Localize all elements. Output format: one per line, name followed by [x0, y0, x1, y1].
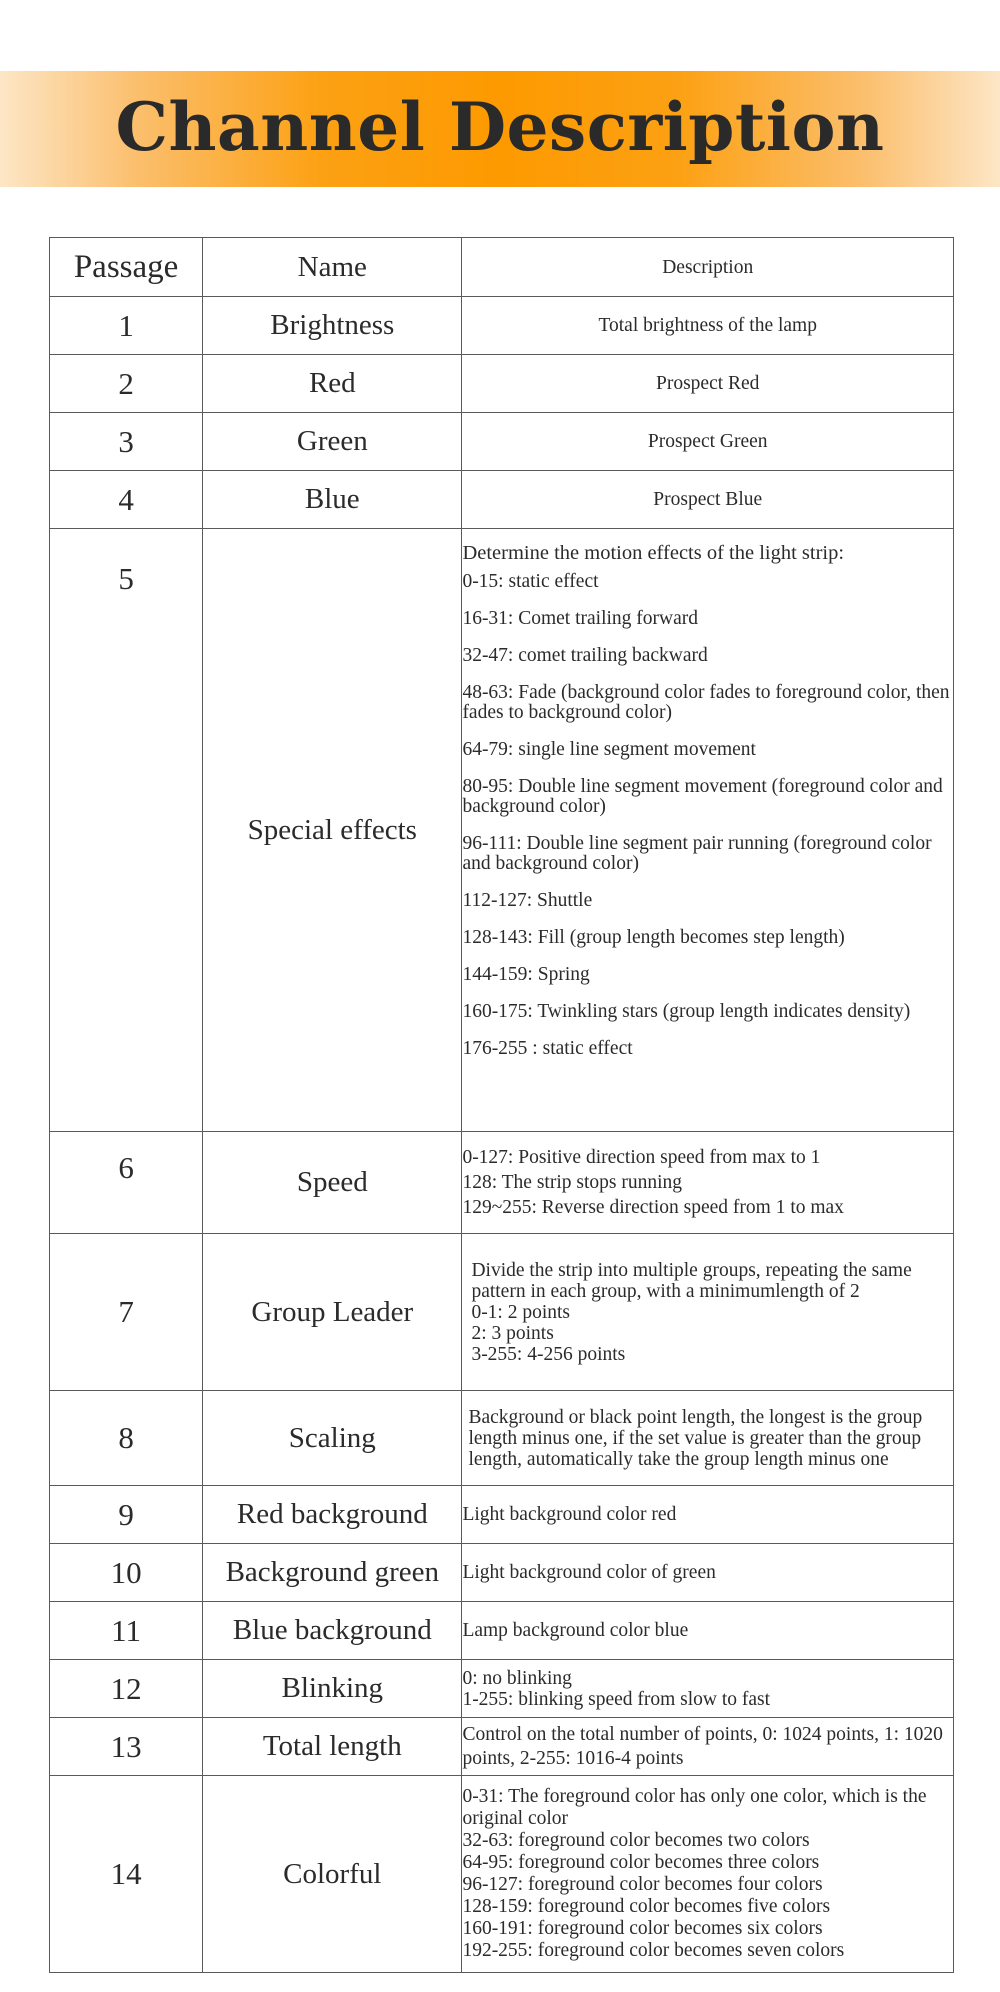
- effects-item: 112-127: Shuttle: [462, 890, 593, 911]
- channel-description: Prospect Blue: [462, 471, 954, 529]
- passage-number: 11: [50, 1602, 203, 1660]
- channel-description: Background or black point length, the longest is the group length minus one, if the set value is greater than the group length, automatically take the group length minus one: [462, 1391, 954, 1486]
- passage-number: 1: [50, 297, 203, 355]
- table-header-row: [50, 238, 954, 297]
- effects-item: 32-47: comet trailing backward: [462, 645, 708, 666]
- channel-name: Green: [203, 413, 462, 471]
- channel-name: Special effects: [203, 529, 462, 1132]
- effects-item: 16-31: Comet trailing forward: [462, 608, 699, 629]
- effects-item: 176-255 : static effect: [462, 1038, 633, 1059]
- channel-description: Total brightness of the lamp: [462, 297, 954, 355]
- description-line: 0: no blinking: [462, 1667, 572, 1689]
- channel-description: [462, 1132, 954, 1234]
- passage-number: 4: [50, 471, 203, 529]
- table-row: [50, 1234, 954, 1391]
- header-description: Description: [462, 238, 954, 297]
- description-line: 2: 3 points: [471, 1322, 554, 1344]
- table-row: [50, 1718, 954, 1776]
- table-row: [50, 1776, 954, 1973]
- channel-name: Red background: [203, 1486, 462, 1544]
- table-row: [50, 1486, 954, 1544]
- passage-number: 3: [50, 413, 203, 471]
- table-row: [50, 1132, 954, 1234]
- effects-item: 48-63: Fade (background color fades to foreground color, then fades to background color): [462, 682, 950, 723]
- table-row: [50, 471, 954, 529]
- passage-number: 9: [50, 1486, 203, 1544]
- channel-name: Background green: [203, 1544, 462, 1602]
- table-row: [50, 1544, 954, 1602]
- description-line: 128: The strip stops running: [462, 1172, 682, 1193]
- table-row: [50, 355, 954, 413]
- channel-description: Lamp background color blue: [462, 1602, 954, 1660]
- passage-number: 13: [50, 1718, 203, 1776]
- effects-item: 128-143: Fill (group length becomes step length): [462, 927, 845, 948]
- channel-description: Light background color of green: [462, 1544, 954, 1602]
- channel-name: Colorful: [203, 1776, 462, 1973]
- channel-name: Blinking: [203, 1660, 462, 1718]
- passage-number: 10: [50, 1544, 203, 1602]
- channel-name: Blue: [203, 471, 462, 529]
- description-line: 64-95: foreground color becomes three colors: [462, 1852, 820, 1873]
- header-passage: Passage: [50, 238, 203, 297]
- passage-number: 2: [50, 355, 203, 413]
- description-line: Divide the strip into multiple groups, repeating the same pattern in each group, with a minimumlength of 2: [471, 1259, 912, 1302]
- channel-description: [462, 529, 954, 1132]
- effects-item: 80-95: Double line segment movement (foreground color and background color): [462, 776, 943, 817]
- channel-description: Control on the total number of points, 0: 1024 points, 1: 1020 points, 2-255: 1016-4 points: [462, 1718, 954, 1776]
- channel-name: Blue background: [203, 1602, 462, 1660]
- table-row: [50, 297, 954, 355]
- title-banner: [0, 71, 1000, 187]
- description-line: 160-191: foreground color becomes six colors: [462, 1918, 823, 1939]
- page-title: Channel Description: [115, 88, 885, 166]
- description-line: 0-1: 2 points: [471, 1301, 571, 1323]
- effects-item: 0-15: static effect: [462, 571, 599, 592]
- description-line: 32-63: foreground color becomes two colors: [462, 1830, 810, 1851]
- channel-name: Group Leader: [203, 1234, 462, 1391]
- description-line: 129~255: Reverse direction speed from 1 to max: [462, 1197, 844, 1218]
- table-row: [50, 1602, 954, 1660]
- channel-description: Prospect Green: [462, 413, 954, 471]
- channel-description: [462, 1234, 954, 1391]
- passage-number: 6: [50, 1132, 203, 1234]
- table-row: [50, 1660, 954, 1718]
- channel-name: Scaling: [203, 1391, 462, 1486]
- description-line: 1-255: blinking speed from slow to fast: [462, 1688, 771, 1710]
- table-row: [50, 1391, 954, 1486]
- effects-item: 160-175: Twinkling stars (group length indicates density): [462, 1001, 911, 1022]
- passage-number: 8: [50, 1391, 203, 1486]
- channel-description: [462, 1660, 954, 1718]
- passage-number: 14: [50, 1776, 203, 1973]
- description-line: 0-127: Positive direction speed from max to 1: [462, 1147, 821, 1168]
- description-line: 192-255: foreground color becomes seven colors: [462, 1940, 845, 1961]
- effects-item: 144-159: Spring: [462, 964, 590, 985]
- description-line: 96-127: foreground color becomes four colors: [462, 1874, 823, 1895]
- table-row: [50, 413, 954, 471]
- description-line: 0-31: The foreground color has only one color, which is the original color: [462, 1786, 927, 1829]
- channel-description: Light background color red: [462, 1486, 954, 1544]
- table-row-special-effects: [50, 529, 954, 1132]
- effects-item: 64-79: single line segment movement: [462, 739, 756, 760]
- effects-item: 96-111: Double line segment pair running (foreground color and background color): [462, 833, 932, 874]
- channel-name: Brightness: [203, 297, 462, 355]
- channel-description: Prospect Red: [462, 355, 954, 413]
- passage-number: 12: [50, 1660, 203, 1718]
- passage-number: 5: [50, 529, 203, 1132]
- channel-name: Red: [203, 355, 462, 413]
- channel-name: Total length: [203, 1718, 462, 1776]
- header-name: Name: [203, 238, 462, 297]
- channel-name: Speed: [203, 1132, 462, 1234]
- channel-table: [49, 237, 954, 1973]
- description-line: 128-159: foreground color becomes five colors: [462, 1896, 831, 1917]
- effects-heading: Determine the motion effects of the light strip:: [462, 542, 845, 564]
- description-line: 3-255: 4-256 points: [471, 1343, 626, 1365]
- passage-number: 7: [50, 1234, 203, 1391]
- channel-description: [462, 1776, 954, 1973]
